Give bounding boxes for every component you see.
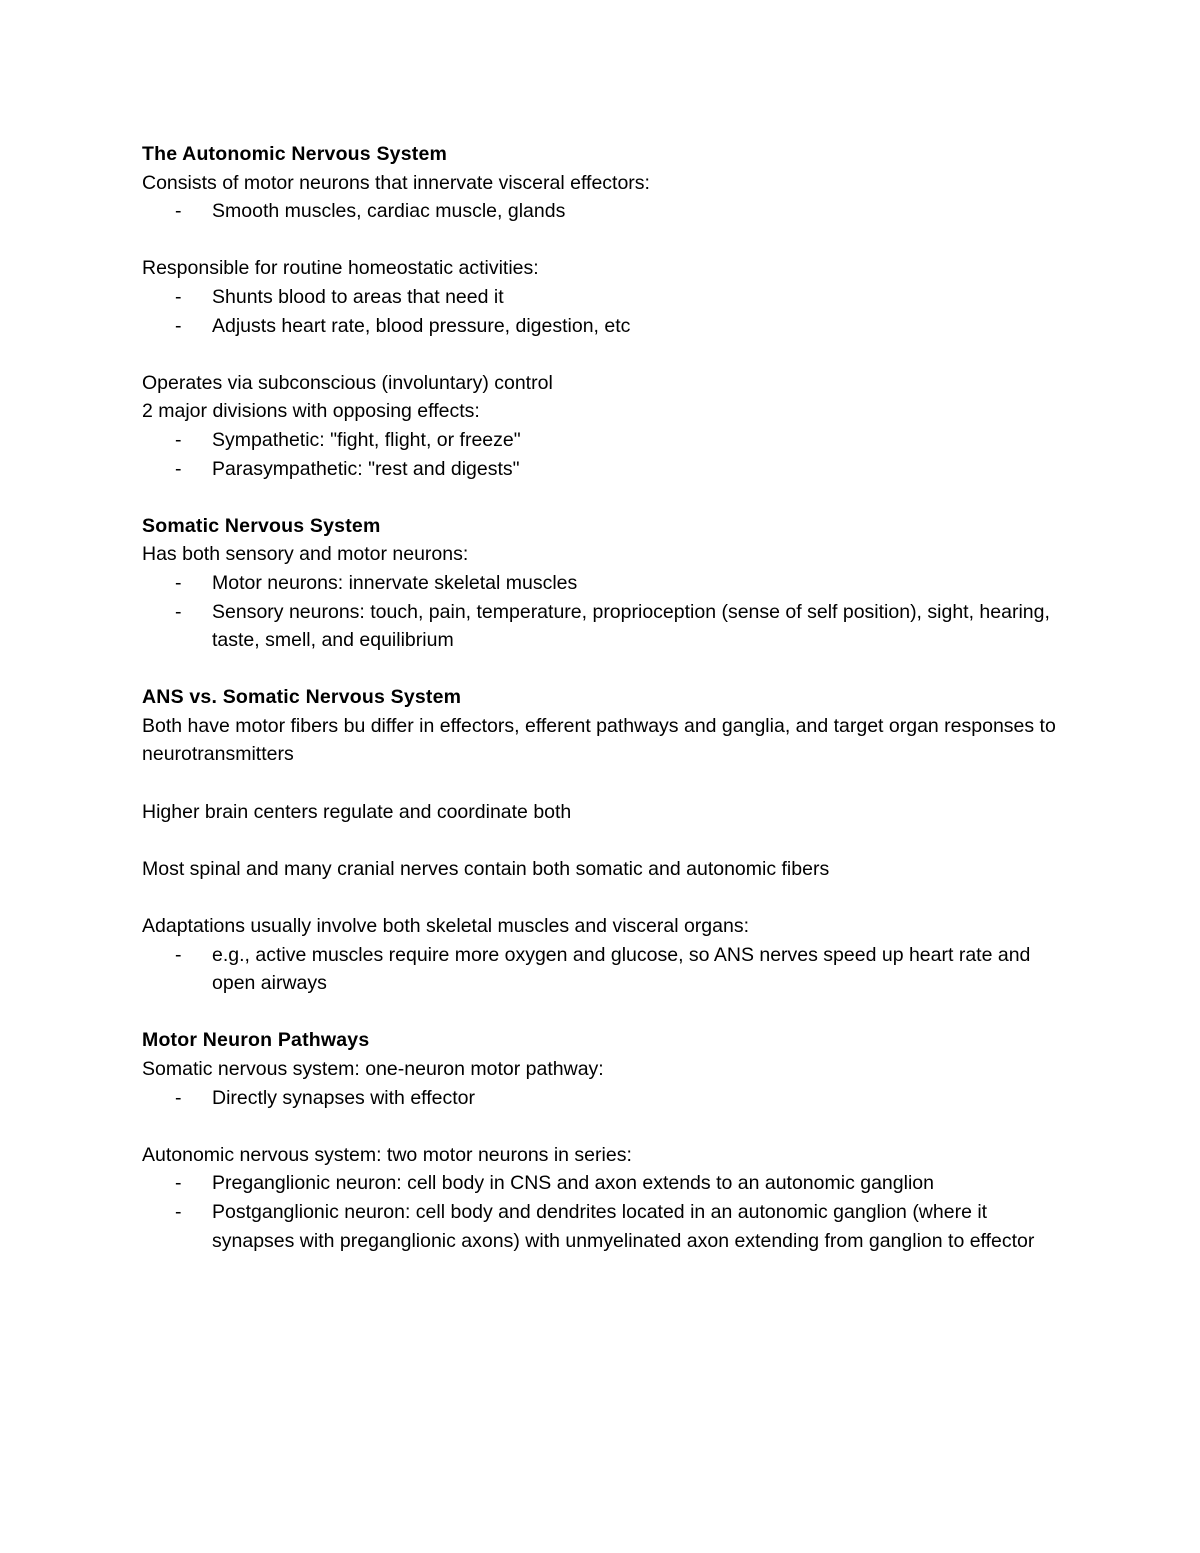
- bullet-dash: -: [175, 457, 182, 480]
- bullet-dash: -: [175, 1086, 182, 1109]
- list-item-text: Sympathetic: "fight, flight, or freeze": [212, 428, 521, 451]
- bullet-list: [142, 1084, 1062, 1113]
- list-item: [142, 941, 1062, 998]
- paragraph: Responsible for routine homeostatic activities:: [142, 257, 539, 280]
- bullet-dash: -: [175, 1200, 182, 1223]
- paragraph: Operates via subconscious (involuntary) control: [142, 371, 553, 394]
- bullet-list: [142, 941, 1062, 998]
- section-heading-pathways: Motor Neuron Pathways: [142, 1029, 370, 1052]
- paragraph: Has both sensory and motor neurons:: [142, 543, 469, 566]
- paragraph: Most spinal and many cranial nerves contain both somatic and autonomic fibers: [142, 857, 830, 880]
- bullet-list: [142, 283, 1062, 340]
- bullet-dash: -: [175, 1172, 182, 1195]
- bullet-dash: -: [175, 571, 182, 594]
- list-item-text: Smooth muscles, cardiac muscle, glands: [212, 200, 566, 223]
- list-item: [142, 283, 1062, 312]
- bullet-dash: -: [175, 200, 182, 223]
- bullet-list: [142, 197, 1062, 226]
- section-heading-somatic: Somatic Nervous System: [142, 514, 381, 537]
- list-item-text: Shunts blood to areas that need it: [212, 285, 504, 308]
- list-item: [142, 455, 1062, 484]
- list-item: [142, 1084, 1062, 1113]
- paragraph: 2 major divisions with opposing effects:: [142, 400, 480, 423]
- list-item-text: Parasympathetic: "rest and digests": [212, 457, 520, 480]
- document-page: [142, 140, 1062, 1255]
- list-item-text: Preganglionic neuron: cell body in CNS and axon extends to an autonomic ganglion: [212, 1172, 934, 1195]
- bullet-list: [142, 569, 1062, 655]
- bullet-dash: -: [175, 943, 182, 966]
- bullet-list: [142, 426, 1062, 483]
- list-item: [142, 598, 1062, 655]
- paragraph: Consists of motor neurons that innervate visceral effectors:: [142, 171, 650, 194]
- list-item-text: e.g., active muscles require more oxygen and glucose, so ANS nerves speed up heart rate and open airways: [212, 943, 1031, 995]
- list-item: [142, 197, 1062, 226]
- list-item: [142, 1169, 1062, 1198]
- bullet-dash: -: [175, 600, 182, 623]
- section-heading-autonomic: The Autonomic Nervous System: [142, 143, 448, 165]
- list-item: [142, 426, 1062, 455]
- paragraph: Autonomic nervous system: two motor neurons in series:: [142, 1143, 632, 1166]
- paragraph: Higher brain centers regulate and coordinate both: [142, 800, 572, 823]
- bullet-dash: -: [175, 285, 182, 308]
- bullet-list: [142, 1169, 1062, 1255]
- section-heading-comparison: ANS vs. Somatic Nervous System: [142, 686, 462, 709]
- list-item: [142, 1198, 1062, 1255]
- list-item: [142, 312, 1062, 341]
- bullet-dash: -: [175, 428, 182, 451]
- list-item-text: Adjusts heart rate, blood pressure, digestion, etc: [212, 314, 631, 337]
- list-item-text: Directly synapses with effector: [212, 1086, 475, 1109]
- paragraph: Both have motor fibers bu differ in effectors, efferent pathways and ganglia, and target organ responses to neurotransmitters: [142, 714, 1056, 766]
- bullet-dash: -: [175, 314, 182, 337]
- list-item-text: Sensory neurons: touch, pain, temperature, proprioception (sense of self position), sight, hearing, taste, smell, and equilibrium: [212, 600, 1050, 652]
- list-item-text: Motor neurons: innervate skeletal muscles: [212, 571, 578, 594]
- list-item: [142, 569, 1062, 598]
- paragraph: Somatic nervous system: one-neuron motor pathway:: [142, 1058, 604, 1080]
- paragraph: Adaptations usually involve both skeletal muscles and visceral organs:: [142, 915, 749, 938]
- list-item-text: Postganglionic neuron: cell body and dendrites located in an autonomic ganglion (where it synapses with preganglionic axons) with unmyelinated axon extending from ganglion to effector: [212, 1200, 1035, 1252]
